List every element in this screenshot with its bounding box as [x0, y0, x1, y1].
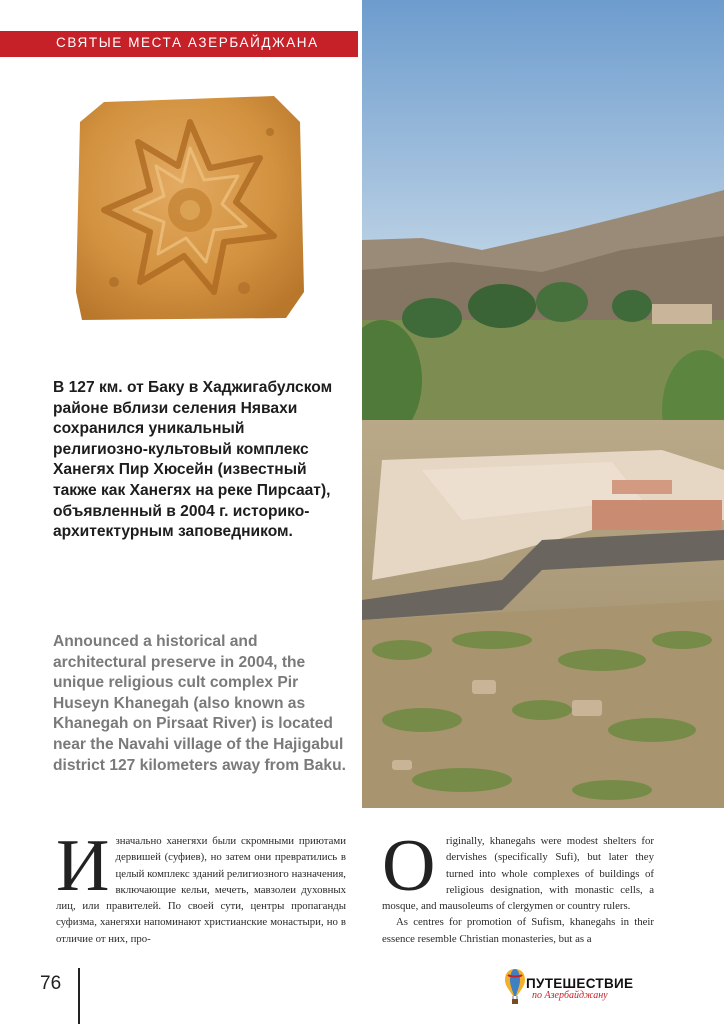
- section-title: СВЯТЫЕ МЕСТА АЗЕРБАЙДЖАНА: [56, 35, 319, 50]
- lead-paragraph-russian: В 127 км. от Баку в Хаджигабулском районе вблизи селения Нявахи сохранился уникальный религиозно-культовый комплекс Ханегях Пир Хюсейн (известный также как Ханегях на реке Пирсаат), объявленный в 2004 г. историко-архитектурным заповедником.: [53, 379, 333, 541]
- magazine-logo: [504, 968, 664, 1008]
- body-column-english: [382, 825, 654, 947]
- body-text-english-2: As centres for promotion of Sufism, khanegahs in their essence resemble Christian monasteries, but as a: [382, 916, 654, 945]
- drop-cap-russian: И: [56, 825, 110, 907]
- body-text-russian: значально ханегяхи были скромными приютами дервишей (суфиев), но затем они превратились в целый комплекс зданий религиозного назначения, включающие кельи, мечеть, мавзолеи духовных лиц, или правителей. По своей сути, центры пропаганды суфизма, ханегяхи напоминают христианские монастыри, но в отличие от них, про-: [56, 835, 346, 945]
- hot-air-balloon-icon: [504, 968, 526, 1006]
- logo-subtitle: по Азербайджану: [532, 990, 608, 1001]
- logo-title: ПУТЕШЕСТВИЕ: [526, 976, 634, 991]
- body-column-russian: [56, 825, 346, 947]
- landscape-photo: [362, 0, 724, 808]
- page-number-divider: [78, 968, 80, 1024]
- lead-paragraph-english: Announced a historical and architectural preserve in 2004, the unique religious cult complex Pir Huseyn Khanegah (also known as Khanegah on Pirsaat River) is located near the Navahi village of the Hajigabul district 127 kilometers away from Baku.: [53, 633, 346, 774]
- body-text-english: riginally, khanegahs were modest shelters for dervishes (specifically Sufi), but later they turned into whole complexes of buildings of religious designation, with monastic cells, a mosque, and mausoleums of clergymen or country rulers.: [382, 835, 654, 913]
- carved-star-stone-image: [74, 92, 306, 324]
- drop-cap-english: O: [382, 825, 436, 907]
- page-number: 76: [40, 973, 62, 994]
